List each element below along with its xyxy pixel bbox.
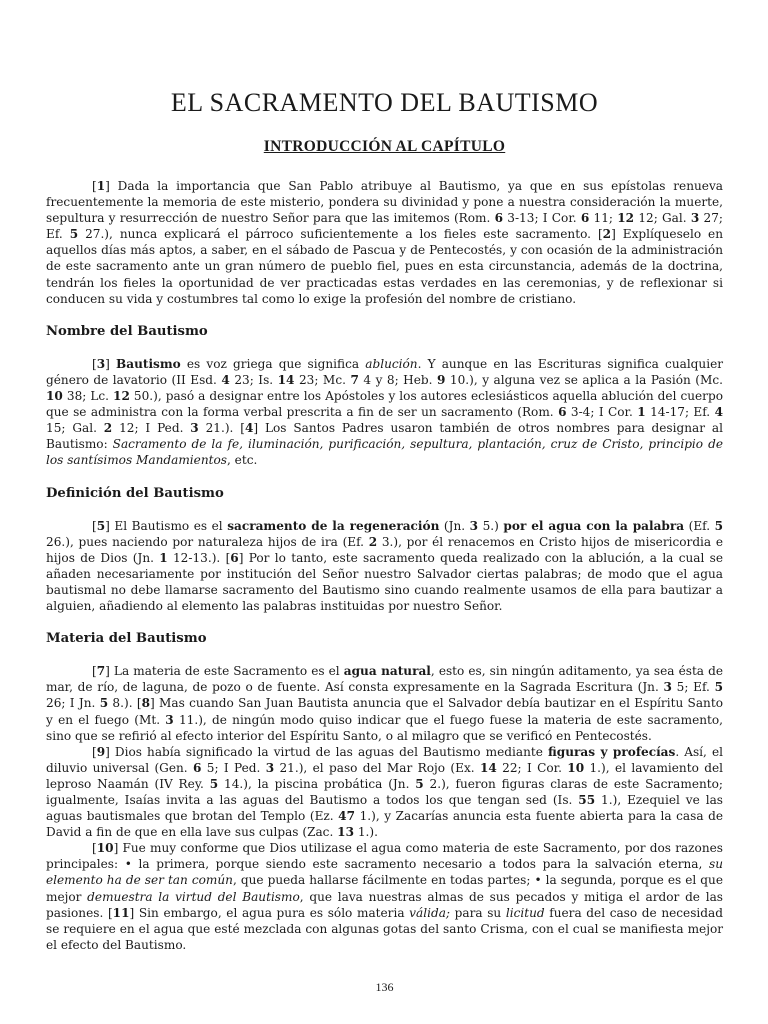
paragraph-10: [10] Fue muy conforme que Dios utilizase el agua como materia de este Sacramento, por dos razones principales: • la primera, porque siendo este sacramento necesario a todos para la salvación eterna, su elemento ha de ser tan común, que pueda hallarse fácilmente en todas partes; • la segunda, porque es el que mejor demuestra la virtud del Bautismo, que lava nuestras almas de sus pecados y mitiga el ardor de las pasiones. [11] Sin embargo, el agua pura es sólo materia válida; para su licitud fuera del caso de necesidad se requiere en el agua que esté mezclada con algunas gotas del santo Crisma, con el cual se manifiesta mejor el efecto del Bautismo.	[46, 841, 723, 952]
paragraph-1: [1] Dada la importancia que San Pablo atribuye al Bautismo, ya que en sus epístolas renueva frecuentemente la memoria de este misterio, pondera su divinidad y pone a nuestra consideración la muerte, sepultura y resurrección de nuestro Señor para que las imitemos (Rom. 6 3-13; I Cor. 6 11; 12 12; Gal. 3 27; Ef. 5 27.), nunca explicará el párroco suficientemente a los fieles este sacramento. [2] Explíqueselo en aquellos días más aptos, a saber, en el sábado de Pascua y de Pentecostés, y con ocasión de la administración de este sacramento ante un gran número de pueblo fiel, pues en esta circunstancia, además de la doctrina, tendrán los fieles la oportunidad de ver practicadas estas verdades en las ceremonias, y de reflexionar si conducen su vida y costumbres tal como lo exige la profesión del nombre de cristiano.	[46, 179, 724, 306]
document-page	[46, 0, 723, 1024]
paragraph-5: [5] El Bautismo es el sacramento de la regeneración (Jn. 3 5.) por el agua con la palabra (Ef. 5 26.), pues naciendo por naturaleza hijos de ira (Ef. 2 3.), por él renacemos en Cristo hijos de misericordia e hijos de Dios (Jn. 1 12-13.). [6] Por lo tanto, este sacramento queda realizado con la ablución, a la cual se añaden necesariamente por institución del Señor nuestro Salvador ciertas palabras; de modo que el agua bautismal no debe llamarse sacramento del Bautismo sino cuando realmente usamos de ella para bautizar a alguien, añadiendo al elemento las palabras instituidas por nuestro Señor.	[46, 518, 724, 614]
page-number: 136	[375, 980, 394, 994]
section-heading-materia: Materia del Bautismo	[46, 631, 207, 647]
section-heading-definicion: Definición del Bautismo	[46, 485, 224, 501]
document-body	[46, 178, 723, 953]
page-title: EL SACRAMENTO DEL BAUTISMO	[170, 88, 599, 117]
chapter-subtitle: INTRODUCCIÓN AL CAPÍTULO	[263, 138, 506, 155]
paragraph-7: [7] La materia de este Sacramento es el agua natural, esto es, sin ningún aditamento, ya sea ésta de mar, de río, de laguna, de pozo o de fuente. Así consta expresamente en la Sagrada Escritura (Jn. 3 5; Ef. 5 26; I Jn. 5 8.). [8] Mas cuando San Juan Bautista anuncia que el Salvador debía bautizar en el Espíritu Santo y en el fuego (Mt. 3 11.), de ningún modo quiso indicar que el fuego fuese la materia de este sacramento, sino que se refirió al efecto interior del Espíritu Santo, o al milagro que se verificó en Pentecostés.	[46, 664, 723, 743]
section-heading-nombre: Nombre del Bautismo	[46, 323, 208, 339]
paragraph-3: [3] Bautismo es voz griega que significa ablución. Y aunque en las Escrituras significa cualquier género de lavatorio (II Esd. 4 23; Is. 14 23; Mc. 7 4 y 8; Heb. 9 10.), y alguna vez se aplica a la Pasión (Mc. 10 38; Lc. 12 50.), pasó a designar entre los Apóstoles y los autores eclesiásticos aquella ablución del cuerpo que se administra con la forma verbal prescrita a fin de ser un sacramento (Rom. 6 3-4; I Cor. 1 14-17; Ef. 4 15; Gal. 2 12; I Ped. 3 21.). [4] Los Santos Padres usaron también de otros nombres para designar al Bautismo: Sacramento de la fe, iluminación, purificación, sepultura, plantación, cruz de Cristo, principio de los santísimos Mandamientos, etc.	[46, 356, 724, 468]
paragraph-9: [9] Dios había significado la virtud de las aguas del Bautismo mediante figuras y profecías. Así, el diluvio universal (Gen. 6 5; I Ped. 3 21.), el paso del Mar Rojo (Ex. 14 22; I Cor. 10 1.), el lavamiento del leproso Naamán (IV Rey. 5 14.), la piscina probática (Jn. 5 2.), fueron figuras claras de este Sacramento; igualmente, Isaías invita a las aguas del Bautismo a todos los que tengan sed (Is. 55 1.), Ezequiel ve las aguas bautismales que brotan del Templo (Ez. 47 1.), y Zacarías anuncia esta fuente abierta para la casa de David a fin de que en ella lave sus culpas (Zac. 13 1.).	[46, 744, 724, 840]
